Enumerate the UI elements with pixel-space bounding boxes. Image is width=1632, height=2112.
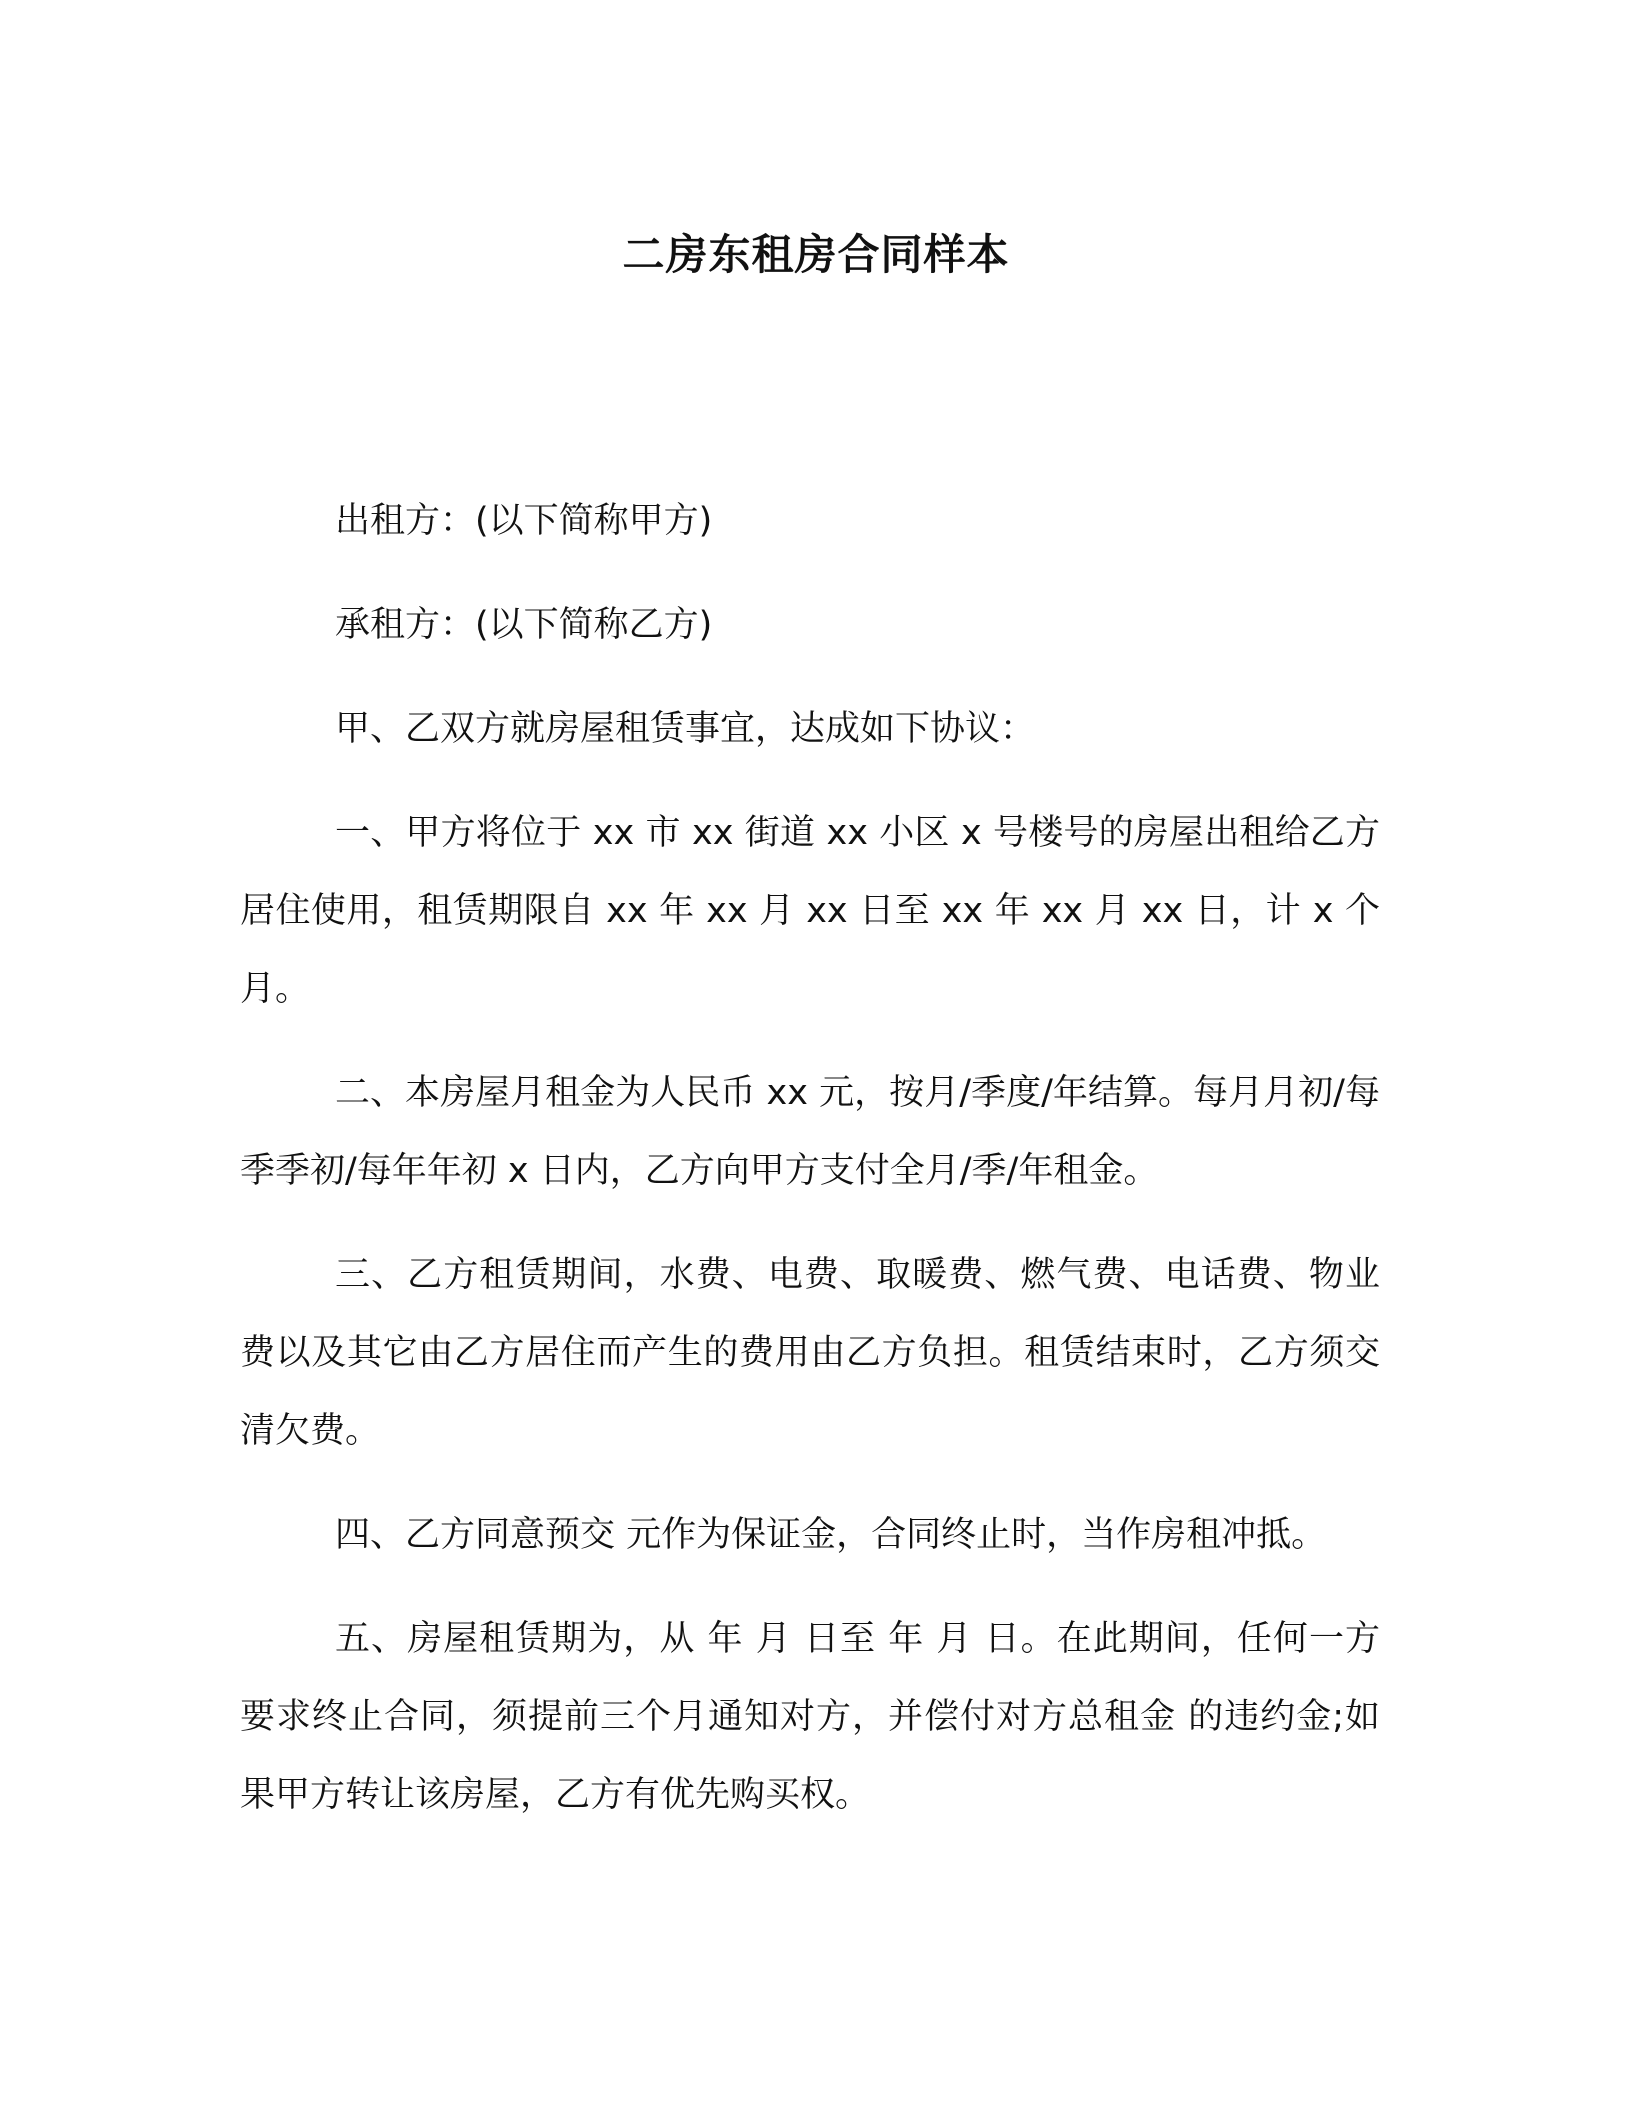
clause-paragraph: 二、本房屋月租金为人民币 xx 元，按月/季度/年结算。每月月初/每季季初/每年年初 x 日内，乙方向甲方支付全月/季/年租金。 — [240, 1073, 1380, 1191]
clause-paragraph: 四、乙方同意预交 元作为保证金，合同终止时，当作房租冲抵。 — [335, 1515, 1327, 1555]
clause-paragraph: 一、甲方将位于 xx 市 xx 街道 xx 小区 x 号楼号的房屋出租给乙方居住使用，租赁期限自 xx 年 xx 月 xx 日至 xx 年 xx 月 xx 日，计 x 个月。 — [240, 813, 1380, 1009]
agreement-intro: 甲、乙双方就房屋租赁事宜，达成如下协议： — [335, 709, 1036, 749]
lessee-line: 承租方：(以下简称乙方) — [335, 605, 713, 645]
clause-paragraph: 三、乙方租赁期间，水费、电费、取暖费、燃气费、电话费、物业费以及其它由乙方居住而产生的费用由乙方负担。租赁结束时，乙方须交清欠费。 — [240, 1255, 1380, 1451]
clause-paragraph: 五、房屋租赁期为，从 年 月 日至 年 月 日。在此期间，任何一方要求终止合同，须提前三个月通知对方，并偿付对方总租金 的违约金;如果甲方转让该房屋，乙方有优先购买权。 — [240, 1619, 1380, 1815]
lessor-line: 出租方：(以下简称甲方) — [335, 501, 713, 541]
document-title: 二房东租房合同样本 — [622, 230, 1010, 279]
